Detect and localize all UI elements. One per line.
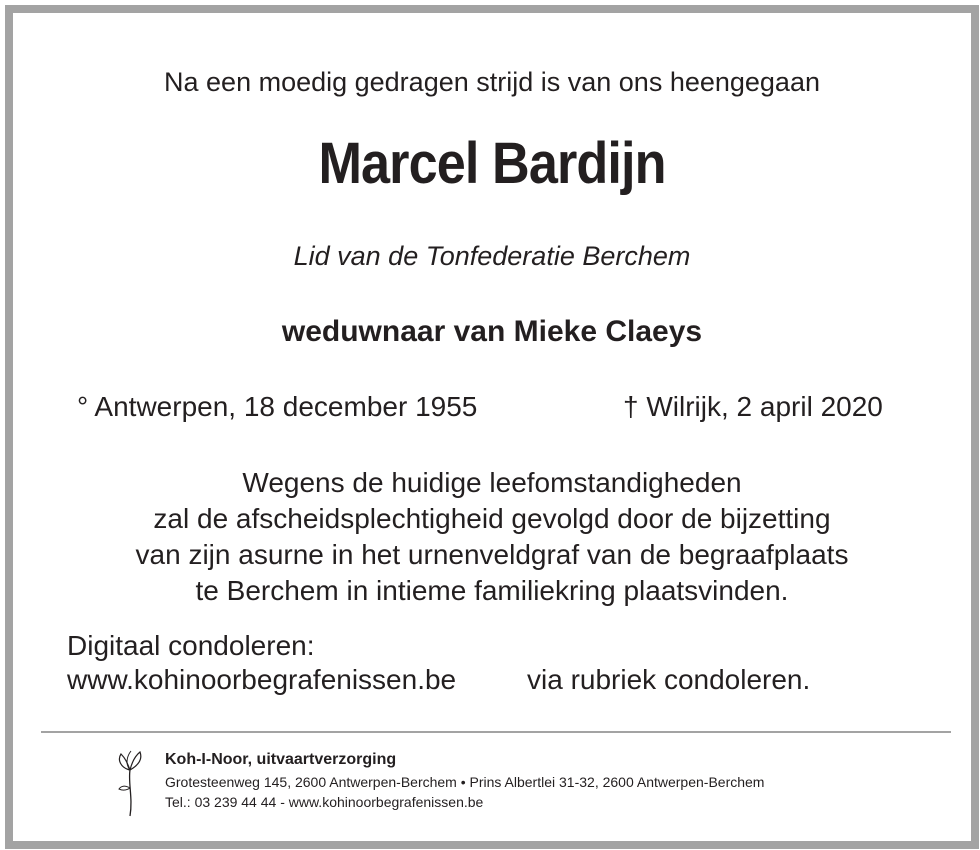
condolence-note: via rubriek condoleren. <box>527 664 811 695</box>
deceased-name: Marcel Bardijn <box>318 131 666 196</box>
death-info: † Wilrijk, 2 april 2020 <box>623 391 883 422</box>
ceremony-text <box>13 465 971 609</box>
condolence-url[interactable]: www.kohinoorbegrafenissen.be <box>67 664 457 695</box>
condolence-label: Digitaal condoleren: <box>67 630 315 661</box>
company-name: Koh-I-Noor, uitvaartverzorging <box>165 751 397 768</box>
birth-info: ° Antwerpen, 18 december 1955 <box>77 391 478 422</box>
membership-line: Lid van de Tonfederatie Berchem <box>293 241 691 271</box>
ceremony-line: van zijn asurne in het urnenveldgraf van de begraafplaats <box>135 539 849 570</box>
company-addresses: Grotesteenweg 145, 2600 Antwerpen-Berchem • Prins Albertlei 31-32, 2600 Antwerpen-Berchem <box>165 774 765 790</box>
flower-icon <box>113 748 147 818</box>
footer-divider <box>41 731 951 733</box>
intro-text: Na een moedig gedragen strijd is van ons heengegaan <box>164 67 820 97</box>
company-contact: Tel.: 03 239 44 44 - www.kohinoorbegrafenissen.be <box>165 794 484 810</box>
ceremony-line: Wegens de huidige leefomstandigheden <box>242 467 742 498</box>
ceremony-line: te Berchem in intieme familiekring plaatsvinden. <box>195 575 789 606</box>
ceremony-line: zal de afscheidsplechtigheid gevolgd door de bijzetting <box>153 503 831 534</box>
spouse-line: weduwnaar van Mieke Claeys <box>281 315 703 348</box>
obituary-frame <box>5 5 979 849</box>
